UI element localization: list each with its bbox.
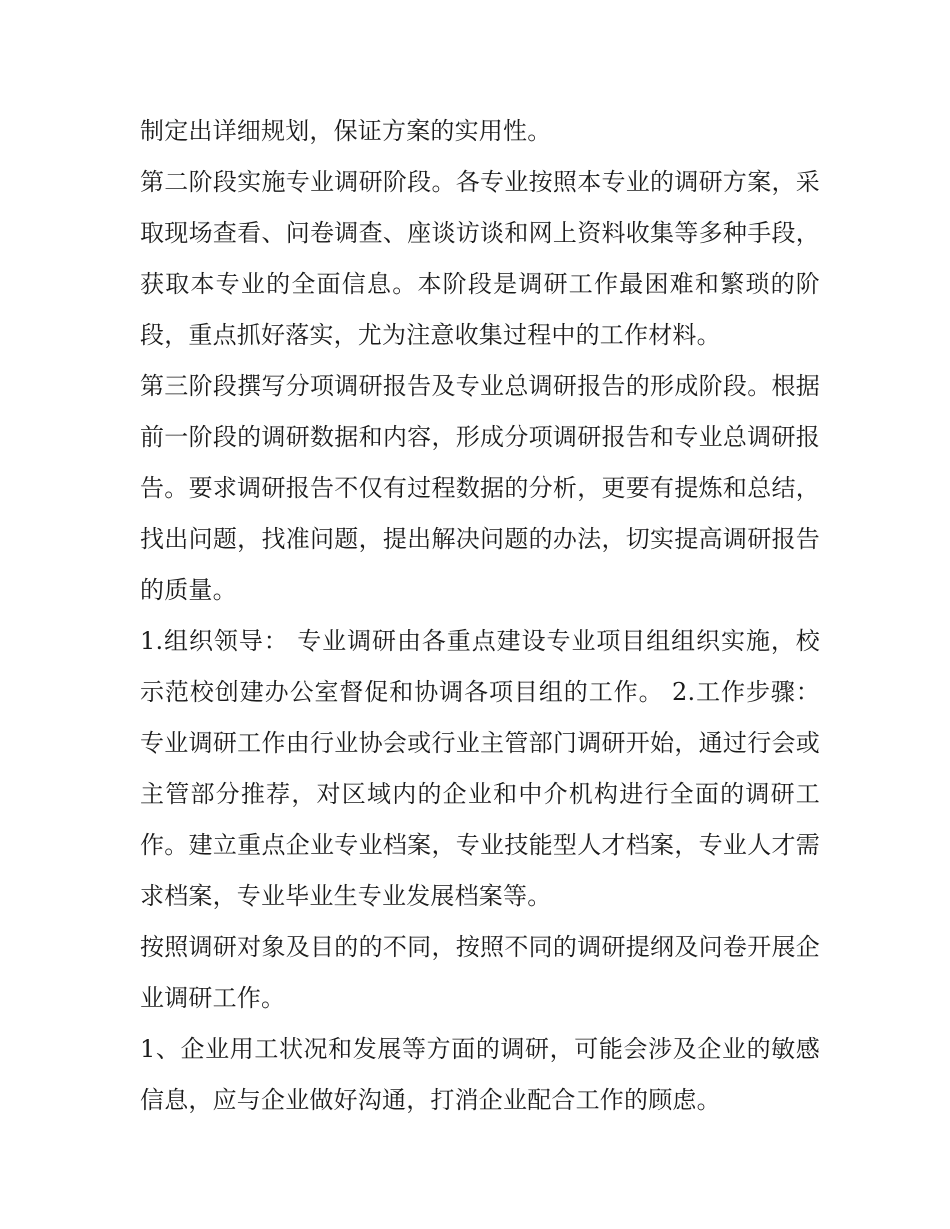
document-body [140, 106, 820, 1126]
paragraph-planning: 制定出详细规划，保证方案的实用性。 [140, 117, 552, 145]
paragraph-employment-survey: 1、企业用工状况和发展等方面的调研，可能会涉及企业的敏感信息，应与企业做好沟通，打消企业配合工作的顾虑。 [140, 1035, 820, 1114]
paragraph-survey-method: 按照调研对象及目的的不同，按照不同的调研提纲及问卷开展企业调研工作。 [140, 933, 820, 1012]
paragraph-stage-two: 第二阶段实施专业调研阶段。各专业按照本专业的调研方案，采取现场查看、问卷调查、座谈访谈和网上资料收集等多种手段，获取本专业的全面信息。本阶段是调研工作最困难和繁琐的阶段，重点抓好落实，尤为注意收集过程中的工作材料。 [140, 168, 820, 349]
paragraph-organization: 1.组织领导： 专业调研由各重点建设专业项目组组织实施，校示范校创建办公室督促和协调各项目组的工作。 2.工作步骤：专业调研工作由行业协会或行业主管部门调研开始，通过行会或主管部分推荐，对区域内的企业和中介机构进行全面的调研工作。建立重点企业专业档案，专业技能型人才档案，专业人才需求档案，专业毕业生专业发展档案等。 [140, 627, 820, 910]
paragraph-stage-three: 第三阶段撰写分项调研报告及专业总调研报告的形成阶段。根据前一阶段的调研数据和内容，形成分项调研报告和专业总调研报告。要求调研报告不仅有过程数据的分析，更要有提炼和总结，找出问题，找准问题，提出解决问题的办法，切实提高调研报告的质量。 [140, 372, 820, 604]
